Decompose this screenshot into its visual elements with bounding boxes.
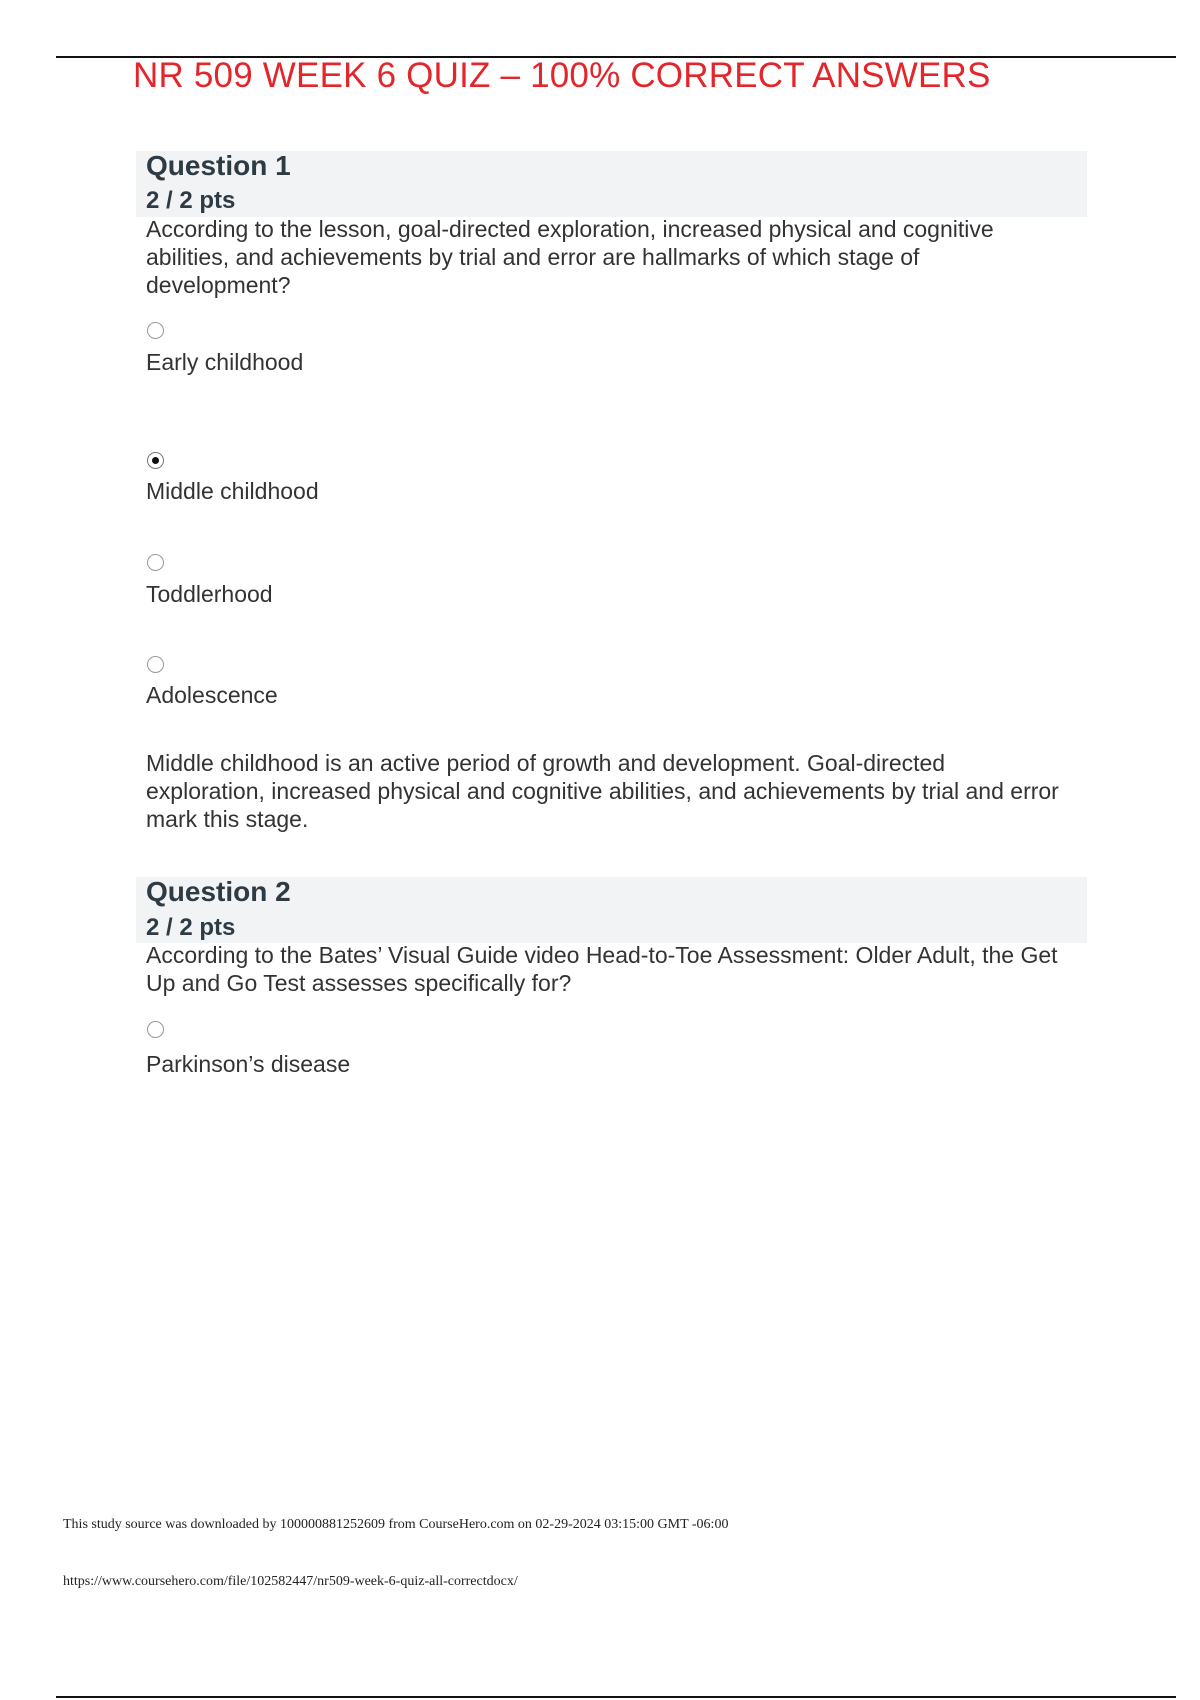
bottom-divider [56, 1696, 1176, 1698]
question-1-title: Question 1 [146, 150, 291, 181]
answer-label-early-childhood[interactable]: Early childhood [146, 349, 304, 375]
question-2-text: According to the Bates’ Visual Guide video Head-to-Toe Assessment: Older Adult, the Get Up and Go Test assesses specifically for? [146, 942, 1058, 996]
answer-radio-early-childhood[interactable] [147, 322, 164, 339]
answer-label-parkinsons-disease[interactable]: Parkinson’s disease [146, 1051, 351, 1077]
question-2-points: 2 / 2 pts [146, 914, 236, 941]
answer-label-adolescence[interactable]: Adolescence [146, 682, 278, 708]
question-1-points: 2 / 2 pts [146, 187, 236, 214]
question-2-title: Question 2 [146, 876, 291, 907]
question-1-text: According to the lesson, goal-directed exploration, increased physical and cognitive abilities, and achievements by trial and error are hallmarks of which stage of development? [146, 216, 994, 298]
answer-label-middle-childhood[interactable]: Middle childhood [146, 478, 319, 504]
question-1-feedback: Middle childhood is an active period of growth and development. Goal-directed exploration, increased physical and cognitive abilities, and achievements by trial and error mark this stage. [146, 750, 1059, 832]
document-title: NR 509 WEEK 6 QUIZ – 100% CORRECT ANSWERS [133, 56, 991, 95]
source-url[interactable]: https://www.coursehero.com/file/102582447/nr509-week-6-quiz-all-correctdocx/ [63, 1574, 518, 1589]
answer-label-toddlerhood[interactable]: Toddlerhood [146, 581, 273, 607]
answer-radio-middle-childhood[interactable] [147, 452, 164, 469]
answer-radio-toddlerhood[interactable] [147, 554, 164, 571]
answer-radio-parkinsons-disease[interactable] [147, 1021, 164, 1038]
answer-radio-adolescence[interactable] [147, 656, 164, 673]
download-source-note: This study source was downloaded by 100000881252609 from CourseHero.com on 02-29-2024 03:15:00 GMT -06:00 [63, 1517, 729, 1532]
